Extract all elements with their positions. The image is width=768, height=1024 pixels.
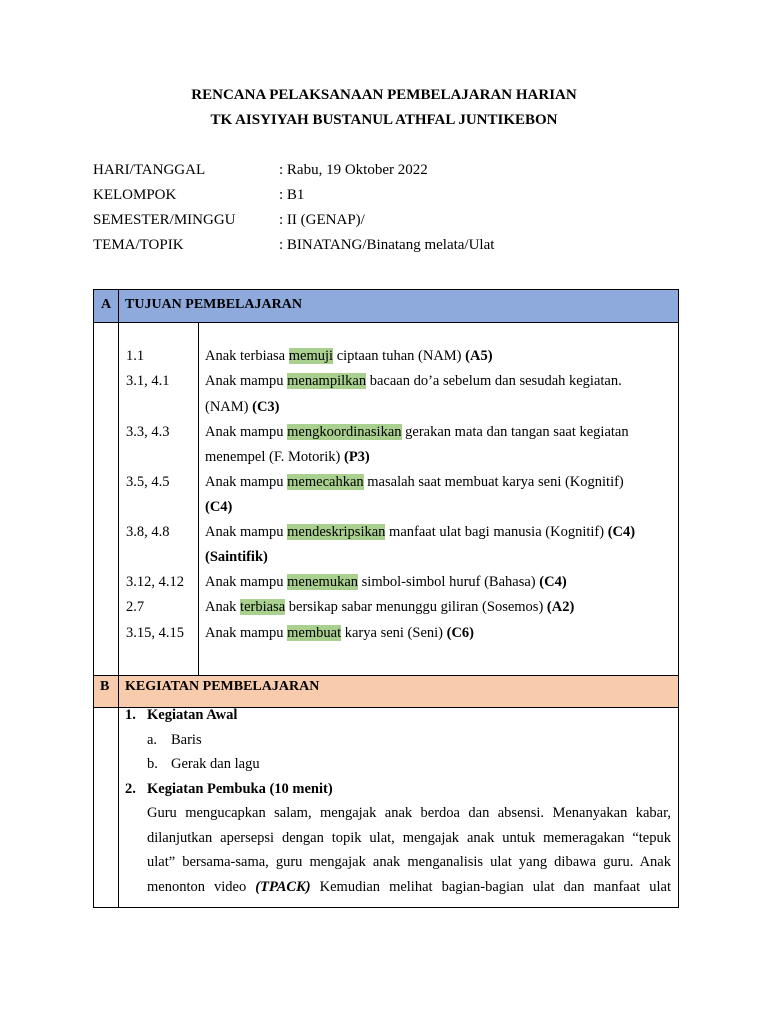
objective-segment: Anak mampu <box>205 524 288 540</box>
objective-level: (C3) <box>252 399 280 415</box>
objective-text <box>205 573 567 591</box>
section-b-divider <box>118 675 119 907</box>
objective-code: 1.1 <box>126 348 145 364</box>
activity-1a-letter: a. <box>147 732 158 748</box>
paragraph-line: ulat” bersama-sama, guru mengajak anak menganalisis ulat yang dibawa guru. Anak <box>147 854 671 871</box>
activity-2-title: Kegiatan Pembuka (10 menit) <box>147 781 333 797</box>
activity-2-paragraph <box>147 801 671 899</box>
objective-segment: bacaan do’a sebelum dan sesudah kegiatan. <box>366 373 622 389</box>
objective-code: 3.8, 4.8 <box>126 524 170 540</box>
info-label-semester: SEMESTER/MINGGU <box>93 212 236 228</box>
objective-text <box>205 498 232 516</box>
objective-segment: masalah saat membuat karya seni (Kognitif) <box>363 474 624 490</box>
info-label-theme: TEMA/TOPIK <box>93 237 184 253</box>
objective-text <box>205 448 370 466</box>
objective-code: 3.1, 4.1 <box>126 373 170 389</box>
objective-text <box>205 347 493 365</box>
objective-verb: memecahkan <box>287 474 364 490</box>
section-a-divider <box>118 290 119 322</box>
objective-segment: gerakan mata dan tangan saat kegiatan <box>401 424 629 440</box>
tpack-label: (TPACK) <box>255 878 311 895</box>
objective-code: 3.15, 4.15 <box>126 625 184 641</box>
objective-text <box>205 372 622 390</box>
info-label-group: KELOMPOK <box>93 187 177 203</box>
paragraph-line: dilanjutkan apersepsi dengan topik ulat, mengajak anak untuk memeragakan “tepuk <box>147 829 671 846</box>
section-b-letter: B <box>100 679 110 694</box>
objective-text <box>205 398 280 416</box>
objective-verb: menampilkan <box>287 373 367 389</box>
objective-text <box>205 624 474 642</box>
activity-1b-letter: b. <box>147 756 158 772</box>
objective-text <box>205 598 574 616</box>
objective-segment: simbol-simbol huruf (Bahasa) <box>358 574 540 590</box>
objective-code: 2.7 <box>126 599 145 615</box>
objective-segment: (NAM) <box>205 399 253 415</box>
activity-1-title: Kegiatan Awal <box>147 707 238 723</box>
objective-segment: Anak mampu <box>205 424 288 440</box>
objective-verb: mendeskripsikan <box>287 524 386 540</box>
activity-1a-text: Baris <box>171 732 202 748</box>
objective-segment: Anak terbiasa <box>205 348 289 364</box>
objective-text <box>205 548 268 566</box>
info-value-theme: : BINATANG/Binatang melata/Ulat <box>279 237 495 253</box>
section-a-code-rule <box>198 323 199 675</box>
info-label-date: HARI/TANGGAL <box>93 162 206 178</box>
objective-level: (C6) <box>446 625 475 641</box>
objective-verb: menemukan <box>287 574 359 590</box>
objective-verb: memuji <box>288 348 334 364</box>
objective-code: 3.5, 4.5 <box>126 474 170 490</box>
objective-verb: mengkoordinasikan <box>287 424 402 440</box>
objective-text <box>205 423 629 441</box>
objective-level: (P3) <box>343 449 370 465</box>
objective-verb: membuat <box>287 625 342 641</box>
section-a-title: TUJUAN PEMBELAJARAN <box>125 297 302 312</box>
objective-segment: menempel (F. Motorik) <box>205 449 344 465</box>
activity-1-number: 1. <box>125 707 136 723</box>
paragraph-line-last <box>147 875 671 900</box>
objective-code: 3.3, 4.3 <box>126 424 170 440</box>
objective-segment: manfaat ulat bagi manusia (Kognitif) <box>385 524 608 540</box>
objective-level: (A2) <box>546 599 575 615</box>
objective-segment: Anak mampu <box>205 474 288 490</box>
objective-text <box>205 523 635 541</box>
objective-segment: bersikap sabar menunggu giliran (Sosemos) <box>285 599 547 615</box>
info-value-date: : Rabu, 19 Oktober 2022 <box>279 162 428 178</box>
objective-segment: ciptaan tuhan (NAM) <box>333 348 466 364</box>
activity-2-number: 2. <box>125 781 136 797</box>
objective-level: (C4) <box>205 499 233 515</box>
info-value-semester: : II (GENAP)/ <box>279 212 365 228</box>
objective-level: (C4) <box>607 524 636 540</box>
section-a-letter: A <box>101 297 112 312</box>
section-b-title: KEGIATAN PEMBELAJARAN <box>125 679 320 694</box>
activity-1b-text: Gerak dan lagu <box>171 756 260 772</box>
paragraph-text: menonton video <box>147 878 256 895</box>
objective-segment: Anak mampu <box>205 574 288 590</box>
objective-segment: Anak mampu <box>205 625 288 641</box>
school-name: TK AISYIYAH BUSTANUL ATHFAL JUNTIKEBON <box>210 112 558 128</box>
section-a-left-rule <box>118 323 119 675</box>
info-value-group: : B1 <box>279 187 305 203</box>
objective-verb: terbiasa <box>240 599 286 615</box>
objective-level: (Saintifik) <box>205 549 268 565</box>
objective-level: (A5) <box>465 348 493 364</box>
objective-text <box>205 473 624 491</box>
objective-segment: karya seni (Seni) <box>341 625 447 641</box>
paragraph-text: Kemudian melihat bagian-bagian ulat dan manfaat ulat <box>310 878 671 895</box>
objective-level: (C4) <box>539 574 567 590</box>
objective-segment: Anak mampu <box>205 373 288 389</box>
document-title: RENCANA PELAKSANAAN PEMBELAJARAN HARIAN <box>191 87 577 103</box>
objective-segment: Anak <box>205 599 241 615</box>
objective-code: 3.12, 4.12 <box>126 574 184 590</box>
paragraph-line: Guru mengucapkan salam, mengajak anak berdoa dan absensi. Menanyakan kabar, <box>147 805 671 821</box>
